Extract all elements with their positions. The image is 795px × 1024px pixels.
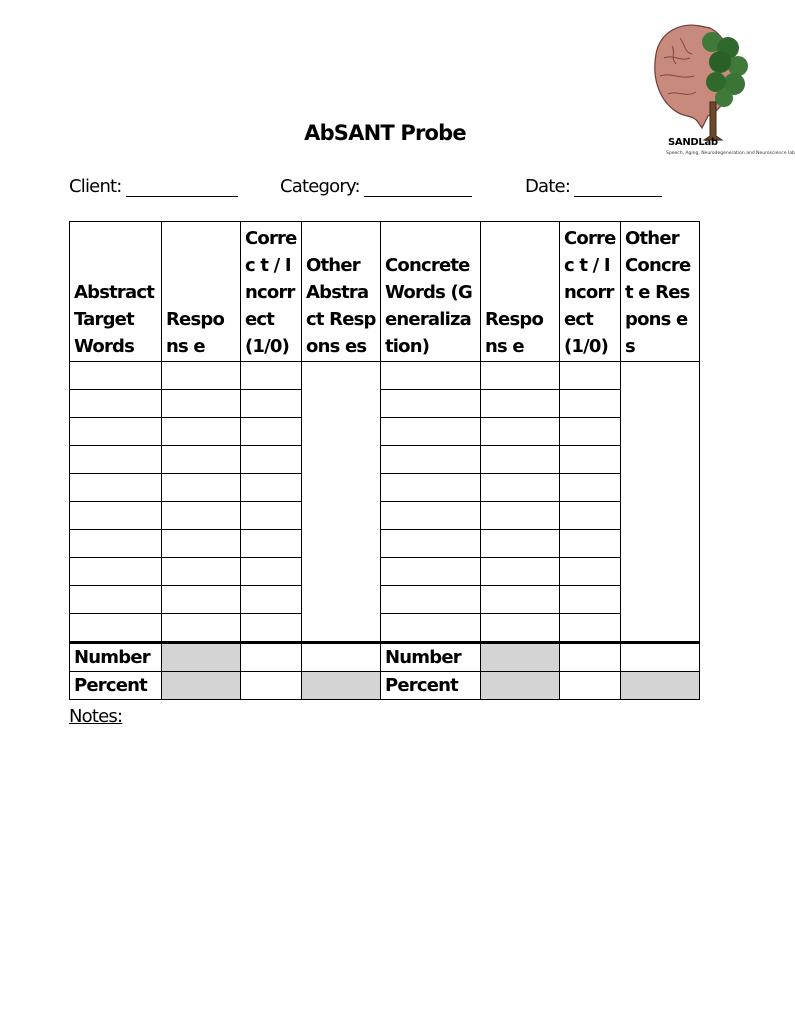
- table-cell[interactable]: [162, 586, 241, 614]
- date-blank[interactable]: [574, 178, 662, 197]
- table-cell[interactable]: [70, 446, 162, 474]
- table-cell[interactable]: [241, 446, 302, 474]
- percent-cell-shaded: [302, 672, 381, 700]
- table-row: [70, 558, 700, 586]
- table-cell[interactable]: [241, 530, 302, 558]
- table-cell[interactable]: [481, 446, 560, 474]
- number-cell[interactable]: [241, 643, 302, 672]
- table-cell[interactable]: [70, 390, 162, 418]
- table-cell[interactable]: [381, 362, 481, 390]
- number-cell-shaded: [162, 643, 241, 672]
- table-row: [70, 418, 700, 446]
- table-cell[interactable]: [560, 614, 621, 643]
- table-cell[interactable]: [381, 614, 481, 643]
- table-cell[interactable]: [381, 446, 481, 474]
- header-other-abstract-responses: Other Abstract Respons es: [302, 222, 381, 362]
- date-label: Date:: [525, 176, 571, 197]
- table-cell[interactable]: [381, 586, 481, 614]
- table-cell[interactable]: [481, 390, 560, 418]
- table-row: [70, 530, 700, 558]
- table-cell[interactable]: [241, 614, 302, 643]
- table-cell[interactable]: [481, 614, 560, 643]
- header-abstract-target-words: Abstract Target Words: [70, 222, 162, 362]
- category-field[interactable]: [280, 176, 472, 197]
- header-correct-incorrect-2: Correc t / Incorr ect (1/0): [560, 222, 621, 362]
- logo-tagline: Speech, Aging, Neurodegeneration and Neuroscience lab: [666, 151, 795, 156]
- probe-table: [69, 221, 700, 700]
- table-cell[interactable]: [481, 418, 560, 446]
- number-cell[interactable]: [302, 643, 381, 672]
- table-cell[interactable]: [241, 390, 302, 418]
- table-cell[interactable]: [560, 418, 621, 446]
- table-header-row: [70, 222, 700, 362]
- table-row: [70, 362, 700, 390]
- table-cell[interactable]: [381, 530, 481, 558]
- table-cell[interactable]: [481, 502, 560, 530]
- other-concrete-responses-area[interactable]: [621, 362, 700, 643]
- table-cell[interactable]: [381, 418, 481, 446]
- date-field[interactable]: [525, 176, 662, 197]
- table-cell[interactable]: [162, 418, 241, 446]
- header-other-concrete-responses: Other Concret e Respons es: [621, 222, 700, 362]
- percent-cell[interactable]: [560, 672, 621, 700]
- percent-row: [70, 672, 700, 700]
- logo-name: SANDLab: [668, 137, 718, 148]
- percent-cell-shaded: [621, 672, 700, 700]
- table-cell[interactable]: [241, 418, 302, 446]
- table-cell[interactable]: [70, 614, 162, 643]
- percent-cell-shaded: [162, 672, 241, 700]
- number-row: [70, 643, 700, 672]
- table-cell[interactable]: [560, 446, 621, 474]
- header-response: Respons e: [162, 222, 241, 362]
- table-cell[interactable]: [241, 586, 302, 614]
- table-cell[interactable]: [70, 362, 162, 390]
- table-cell[interactable]: [381, 390, 481, 418]
- table-cell[interactable]: [481, 474, 560, 502]
- client-blank[interactable]: [126, 178, 238, 197]
- page-title: AbSANT Probe: [304, 121, 466, 145]
- header-concrete-words: Concrete Words (Generaliza tion): [381, 222, 481, 362]
- table-cell[interactable]: [241, 558, 302, 586]
- table-cell[interactable]: [70, 502, 162, 530]
- table-cell[interactable]: [162, 614, 241, 643]
- table-cell[interactable]: [560, 362, 621, 390]
- notes-label: Notes:: [69, 706, 123, 727]
- category-label: Category:: [280, 176, 360, 197]
- table-cell[interactable]: [70, 530, 162, 558]
- table-row: [70, 614, 700, 643]
- category-blank[interactable]: [364, 178, 472, 197]
- table-cell[interactable]: [162, 446, 241, 474]
- number-cell[interactable]: [621, 643, 700, 672]
- header-response-2: Respons e: [481, 222, 560, 362]
- table-cell[interactable]: [560, 502, 621, 530]
- table-cell[interactable]: [381, 558, 481, 586]
- percent-label-2: Percent: [381, 672, 481, 700]
- table-cell[interactable]: [560, 530, 621, 558]
- table-cell[interactable]: [241, 362, 302, 390]
- client-label: Client:: [69, 176, 122, 197]
- table-row: [70, 474, 700, 502]
- number-label-2: Number: [381, 643, 481, 672]
- table-cell[interactable]: [481, 586, 560, 614]
- number-cell[interactable]: [560, 643, 621, 672]
- table-cell[interactable]: [70, 418, 162, 446]
- client-field[interactable]: [69, 176, 238, 197]
- table-row: [70, 502, 700, 530]
- table-cell[interactable]: [162, 362, 241, 390]
- table-cell[interactable]: [162, 390, 241, 418]
- table-cell[interactable]: [70, 474, 162, 502]
- percent-cell[interactable]: [241, 672, 302, 700]
- number-cell-shaded: [481, 643, 560, 672]
- table-cell[interactable]: [162, 474, 241, 502]
- table-cell[interactable]: [241, 502, 302, 530]
- header-correct-incorrect: Correc t / Incorr ect (1/0): [241, 222, 302, 362]
- table-cell[interactable]: [381, 502, 481, 530]
- other-abstract-responses-area[interactable]: [302, 362, 381, 643]
- table-cell[interactable]: [560, 586, 621, 614]
- table-cell[interactable]: [481, 558, 560, 586]
- number-label: Number: [70, 643, 162, 672]
- table-cell[interactable]: [70, 586, 162, 614]
- table-cell[interactable]: [481, 362, 560, 390]
- percent-label: Percent: [70, 672, 162, 700]
- table-row: [70, 586, 700, 614]
- table-cell[interactable]: [560, 558, 621, 586]
- table-cell[interactable]: [241, 474, 302, 502]
- table-cell[interactable]: [560, 474, 621, 502]
- table-cell[interactable]: [560, 390, 621, 418]
- table-cell[interactable]: [481, 530, 560, 558]
- table-row: [70, 390, 700, 418]
- table-cell[interactable]: [162, 502, 241, 530]
- table-cell[interactable]: [162, 530, 241, 558]
- table-row: [70, 446, 700, 474]
- table-cell[interactable]: [162, 558, 241, 586]
- table-cell[interactable]: [70, 558, 162, 586]
- table-cell[interactable]: [381, 474, 481, 502]
- percent-cell-shaded: [481, 672, 560, 700]
